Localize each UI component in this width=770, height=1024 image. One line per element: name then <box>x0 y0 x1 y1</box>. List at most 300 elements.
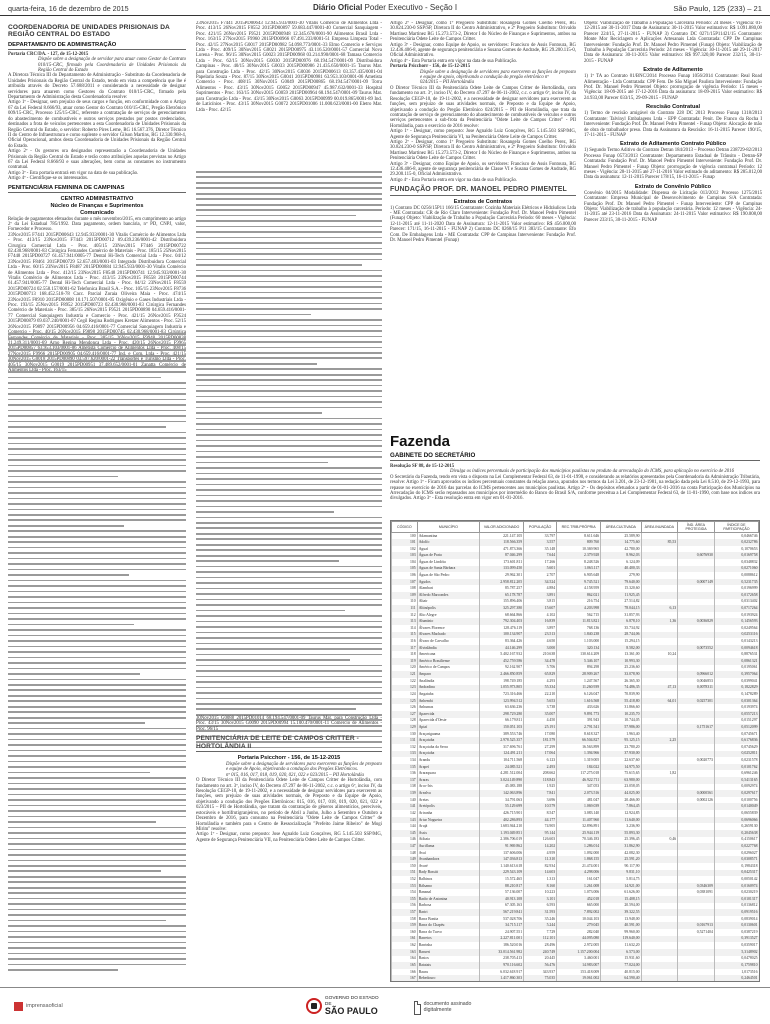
text-line <box>8 541 186 543</box>
table-cell: 186.520.016 <box>480 942 524 949</box>
table-cell <box>641 929 678 936</box>
table-cell: 0,46 <box>641 837 678 844</box>
table-cell: 0,0861321 <box>714 658 758 665</box>
table-cell: Barbosa <box>417 903 479 910</box>
text-line <box>196 275 382 277</box>
table-header-cell: ÍNDICE DE PARTICIPAÇÃO <box>714 522 758 533</box>
table-cell: 0,0160974 <box>714 883 758 890</box>
table-cell: 142.063.896 <box>480 790 524 797</box>
table-cell: 0,0020773 <box>678 757 715 764</box>
table-cell: Águas de Santa Bárbara <box>417 566 479 573</box>
col3-extratos: Extratos de Contratos <box>453 198 513 205</box>
fazenda-resolucao: Resolução SF 88, de 15-12-2015 <box>390 464 455 469</box>
table-cell: 0,0007149 <box>678 579 715 586</box>
table-cell <box>678 533 715 540</box>
text-line <box>196 593 382 595</box>
text-line <box>196 176 382 178</box>
text-line <box>8 404 186 406</box>
text-line <box>196 396 382 398</box>
table-cell: 90.117,90 <box>601 863 641 870</box>
table-cell: 100.134.907 <box>480 632 524 639</box>
table-cell <box>678 916 715 923</box>
table-cell: 5.402.167.932 <box>480 651 524 658</box>
col1-dept: DEPARTAMENTO DE ADMINISTRAÇÃO <box>8 42 186 50</box>
col3-art3b: Artigo 3º - Designar, como Equipe de Apoio, os servidores: Francisco de Assis Fontoura, RG 12.436.406-8, agente de segurança penitenciária de Classe VI e Susana Gomes de Andrade, RG 29.200.115-0, Oficial Administrativo. <box>390 161 576 178</box>
text-line <box>8 635 186 637</box>
text-line <box>8 415 186 417</box>
table-row <box>392 883 759 890</box>
text-line <box>196 517 382 519</box>
table-cell: 4.158.959 <box>557 585 601 592</box>
table-cell <box>641 744 678 751</box>
table-cell: 42.082,30 <box>601 850 641 857</box>
table-cell: Atibaia <box>417 837 479 844</box>
table-cell <box>678 863 715 870</box>
table-row <box>392 975 759 982</box>
text-line <box>196 226 382 228</box>
table-cell <box>678 962 715 969</box>
table-cell: 11.310 <box>524 856 557 863</box>
table-cell: 150 <box>392 863 418 870</box>
table-cell: 279,90 <box>601 572 641 579</box>
table-cell: 792.304.403 <box>480 618 524 625</box>
col1-portaria-summary: Dispõe sobre a designação de servidor para atuar como Gestor do Contrato 010/15-CRC, firmado pela Coordenadoria de Unidades Prisionais da Região Central do Estado <box>38 57 186 74</box>
table-cell: 152 <box>392 876 418 883</box>
table-cell: 12.924,85 <box>601 810 641 817</box>
table-row <box>392 618 759 625</box>
table-row <box>392 790 759 797</box>
table-cell: Avaí <box>417 850 479 857</box>
table-cell: Bebedouro <box>417 975 479 982</box>
table-cell: 0,0169758 <box>714 552 758 559</box>
table-row <box>392 546 759 553</box>
table-cell <box>641 876 678 883</box>
table-cell: Alumínio <box>417 618 479 625</box>
text-line <box>8 838 186 840</box>
table-cell: 31.862,90 <box>601 843 641 850</box>
table-row <box>392 969 759 976</box>
table-cell: Angatuba <box>417 691 479 698</box>
table-row <box>392 823 759 830</box>
text-line <box>196 379 382 381</box>
text-line <box>196 423 382 425</box>
table-cell: 0,0745629 <box>714 744 758 751</box>
table-cell: 210.638 <box>524 651 557 658</box>
table-row <box>392 922 759 929</box>
table-cell: 2.972.005 <box>557 942 601 949</box>
table-cell: 2.958.812.205 <box>480 579 524 586</box>
fazenda-gabinete: GABINETE DO SECRETÁRIO <box>390 452 760 461</box>
table-cell: 567.219.841 <box>480 909 524 916</box>
col3-art1: Artigo 1º - Designar, como preposto: Jose Agnaldo Luiz Gonçalves, RG 5.145.503 SSP/MG, Agente de Segurança Penitenciária VI, na Penitenciária Odete Leite de Campos Critter. <box>390 129 576 140</box>
table-cell: 65.178.787 <box>480 592 524 599</box>
table-cell: 10.993,30 <box>601 658 641 665</box>
text-line <box>8 536 186 538</box>
col1-body4: Artigo 3º - Esta portaria entrará em vigor na data de sua publicação. <box>8 170 139 176</box>
table-cell: 665.000 <box>557 903 601 910</box>
table-cell: 34.715.117 <box>480 922 524 929</box>
table-cell: 46.922.711 <box>557 777 601 784</box>
text-line <box>196 281 382 283</box>
table-cell: 0,0249564 <box>714 625 758 632</box>
table-cell: Alfredo Marcondes <box>417 592 479 599</box>
table-row <box>392 685 759 692</box>
icms-table-header <box>392 522 759 533</box>
table-cell: 0,0231578 <box>714 757 758 764</box>
table-cell: 123.994.512 <box>480 698 524 705</box>
text-line <box>8 393 186 395</box>
table-row <box>392 870 759 877</box>
text-line <box>8 810 186 812</box>
table-cell: 1.286.014 <box>557 843 601 850</box>
text-line <box>196 390 382 392</box>
table-cell: 0,5231735 <box>714 579 758 586</box>
table-cell: 87.046.299 <box>480 552 524 559</box>
text-line <box>8 657 186 659</box>
table-row <box>392 777 759 784</box>
table-cell <box>641 889 678 896</box>
table-cell: 471.873.366 <box>480 546 524 553</box>
table-cell: 35.246 <box>524 916 557 923</box>
col3-art2: Artigo 2º - Designar, como 1º Pregoeiro Substituto: Rosangela Gomes Coelho Perez, RG 30.824.230-0 SSP/SP, Diretora II do Centro Administrativo, e 2º Pregoeiro Substituto: Orivaldo Martinez Martinez RG 15.273.573-2, Diretor I do Núcleo de Finanças e Suprimentos, ambos na Penitenciária Odete Leite de Campos Critter. <box>390 139 576 162</box>
text-line <box>8 788 186 790</box>
table-cell <box>641 757 678 764</box>
table-cell: 75.615,65 <box>601 770 641 777</box>
table-cell <box>641 645 678 652</box>
table-cell <box>641 975 678 982</box>
text-line <box>8 881 186 883</box>
col4-adit2: 1) Segundo Termo Aditivo do Contrato Detran 184/2013 – Processo Detran 238729-82/2013 Processo Funap 0573/2013 Contratante: Departamento Estadual de Trânsito - Detran-SP Contratada: Fundação Prof. Dr. Manoel Pedro Pimentel Interveniente: Fundação Prof. Dr. Manoel Pedro Pimentel - Funap Objeto: prorrogação de vigência contratual Período: 12 meses - Vigência: 28-11-2015 até 27-11-2016 Valor estimado do aditamento: R$ 285.012,00 Data da assinatura: 12-11-2015 Parecer 178/15, 16-11-2015 - Funap <box>584 148 762 181</box>
table-cell: 22.210 <box>524 691 557 698</box>
table-cell <box>641 718 678 725</box>
col2-ledger-b: 30Nov2015 G0088 2015PD01014 68.194.547/0001-09 Taurus Mat. para Construção Ltda - Proc. 43/15 30Nov2015 G0090 2015PD00994 15.100.470/0001-11 Comercio de Alimentos - Proc. 96/15 <box>196 716 382 732</box>
table-cell: 0,0130601 <box>714 922 758 929</box>
icms-table-grid <box>391 521 759 982</box>
table-cell: Aguaí <box>417 546 479 553</box>
table-cell: 119.640,00 <box>601 936 641 943</box>
table-cell: 0,1822829 <box>714 685 758 692</box>
table-row <box>392 665 759 672</box>
text-line <box>196 308 382 310</box>
table-cell: 0,0348832 <box>714 559 758 566</box>
table-cell: 0,3957064 <box>714 671 758 678</box>
table-cell: 1.261.008 <box>557 883 601 890</box>
table-cell: 44.095.080 <box>557 936 601 943</box>
governo-big: SÃO PAULO <box>324 1005 378 1016</box>
text-line <box>196 347 382 349</box>
table-cell: 33.014.561.982 <box>480 949 524 956</box>
table-cell: 216.754 <box>557 599 601 606</box>
text-line <box>196 456 382 458</box>
table-cell: 2.386.706.019 <box>480 837 524 844</box>
table-cell: 0,6176836 <box>714 737 758 744</box>
table-cell: 452.759.586 <box>480 658 524 665</box>
table-cell: Álvares Florence <box>417 625 479 632</box>
table-cell <box>641 704 678 711</box>
col1-comunicado-text: Relação de pagamentos efetuados durante o mês novembro/2015, em cumprimento ao artigo 2º da Lei Estadual 785/1992. Data pagamento, ordem bancária, nº PD, CNPJ, valor, Fornecedor e Processo. <box>8 216 186 233</box>
text-line <box>8 755 186 757</box>
table-cell <box>678 949 715 956</box>
table-cell: Araçoiaba da Serra <box>417 744 479 751</box>
table-cell: 8.611.646 <box>557 533 601 540</box>
table-cell: 481.047 <box>557 797 601 804</box>
table-cell: 0,0252811 <box>714 751 758 758</box>
table-cell: 32.896.891 <box>557 823 601 830</box>
table-cell <box>641 850 678 857</box>
table-cell <box>678 539 715 546</box>
text-line <box>196 621 382 623</box>
table-row <box>392 533 759 540</box>
table-cell: 0,0140049 <box>714 803 758 810</box>
table-cell: 3.083.140 <box>557 810 601 817</box>
table-cell: 4.450 <box>524 718 557 725</box>
text-line <box>196 478 382 480</box>
col1-nucleo: Núcleo de Finanças e Suprimentos <box>50 202 144 209</box>
table-row <box>392 585 759 592</box>
table-cell: 153 <box>392 883 418 890</box>
table-row <box>392 718 759 725</box>
col1-ledger: 23Nov2015 F7441 2015PD00643 12.945.933/0001-30 Vitalis Comércio de Alimentos Ltda - Proc. 413/15 23Nov2015 F7443 2015PD00712 09.439.236/0001-42 Distribuidora Cirurgica Comercial Ltda - Proc. 405/15 23Nov2015 F7446 2015PD00722 02.430.968/0001-83 Cirúrgica Fernandes Comércio de Materiais - Proc. 185/15 25Nov2015 F7448 2015PD00727 61.457.941/0005-77 Dental Hi-Tech Comercial Ltda - Proc. 04/12 23Nov2015 F8461 2015PD00729 52.657.483/0001-03 Integrado Distribuidora Comercial Ltda - Proc. 60/15 23Nov2015 F8487 2015PD00884 12.945.933/0001-30 Vitalis Comércio de Alimentos Ltda - Proc. 412/15 23Nov2015 F8548 2015PD00741 12.945.933/0001-30 Vitalis Comércio de Alimentos Ltda - Proc. 413/15 23Nov2015 F8558 2015PD00744 61.457.941/0005-77 Dental Hi-Tech Comercial Ltda - Proc. 04/12 23Nov2015 F8559 2015PD00724 02.558.157/0001-62 Telefonica Brasil S.A. - Proc. 105/15 23Nov2015 F8736 2015PD00713 168.452.518-78 Cacc. Parcial Zoraia Oliveira Maia - Proc. 474/15 23Nov2015 F8910 2015PD00808 10.171.507/0001-05 Oxigênio e Gases Industriais Ltda - Proc. 193/15 25Nov2015 F8952 2015PD00723 02.430.968/0001-83 Cirúrgica Fernandes Comércio de Materiais - Proc. 385/15 26Nov2015 F9521 2015PD00890 04.659.416/0001-77 Comercial Sanquiagem Industria e Comercio - Proc. 421/15 26Nov2015 F9524 2015PD00879 69.037.240/0001-07 Cegil Regina Rodrigues Kretzer Alimentos - Proc. 52/15 26Nov2015 F9897 2015PD00956 04.659.416/0001-77 Comercial Sanquiagem Industria e <box>8 232 186 330</box>
table-cell: 128.476.119 <box>480 625 524 632</box>
table-cell: 433.626 <box>557 704 601 711</box>
table-row <box>392 559 759 566</box>
text-line <box>8 860 186 862</box>
table-cell: Americana <box>417 651 479 658</box>
document-icon <box>414 1001 421 1015</box>
text-line <box>196 489 382 491</box>
table-cell: 0,0050142 <box>714 876 758 883</box>
table-cell <box>641 956 678 963</box>
journal-name: Diário Oficial <box>312 3 363 12</box>
table-row <box>392 751 759 758</box>
table-cell <box>641 916 678 923</box>
table-cell: 157 <box>392 909 418 916</box>
table-cell <box>641 552 678 559</box>
table-cell: 20.466,00 <box>601 797 641 804</box>
text-line <box>196 522 382 524</box>
table-cell: 0,8876531 <box>714 651 758 658</box>
table-cell: 1,82 <box>641 770 678 777</box>
text-line <box>196 325 382 327</box>
table-cell: 11.260.939 <box>557 685 601 692</box>
table-cell: 0,0143213 <box>714 638 758 645</box>
table-cell: 26.365,30 <box>601 678 641 685</box>
text-line <box>8 591 186 593</box>
table-cell: 0,0230219 <box>714 889 758 896</box>
table-cell: 3.738 <box>524 704 557 711</box>
table-cell: 3.236,90 <box>601 823 641 830</box>
table-cell: 0,0301364 <box>714 698 758 705</box>
table-cell: 3.000 <box>524 645 557 652</box>
text-line <box>8 459 186 461</box>
table-cell: Adamantina <box>417 533 479 540</box>
table-cell: 0,0227768 <box>714 843 758 850</box>
table-cell: 3.815 <box>524 599 557 606</box>
text-line <box>196 253 382 255</box>
table-cell: 118.566.359 <box>480 539 524 546</box>
table-cell: 2.978.525.357 <box>480 737 524 744</box>
table-cell: 0,0100756 <box>714 797 758 804</box>
text-line <box>196 385 382 387</box>
table-cell: 8.618.327 <box>557 731 601 738</box>
table-cell: 4.281.512.004 <box>480 770 524 777</box>
table-cell: 70.839,90 <box>601 691 641 698</box>
text-line <box>8 700 186 702</box>
table-cell <box>678 823 715 830</box>
table-cell: 95.144 <box>524 830 557 837</box>
table-cell: 104 <box>392 559 418 566</box>
text-line <box>196 670 382 672</box>
text-line <box>196 193 382 195</box>
table-cell: 0,0000561 <box>678 790 715 797</box>
table-row <box>392 638 759 645</box>
text-line <box>8 876 186 878</box>
table-cell <box>678 632 715 639</box>
table-cell: 33.078,90 <box>601 671 641 678</box>
table-cell: 7.729 <box>524 929 557 936</box>
table-cell: 160 <box>392 929 418 936</box>
table-cell: 3.101 <box>524 896 557 903</box>
text-line <box>8 865 186 867</box>
text-line <box>196 445 382 447</box>
table-cell: Bauru <box>417 969 479 976</box>
table-cell <box>678 651 715 658</box>
table-cell <box>641 810 678 817</box>
table-cell: Bálsamo <box>417 883 479 890</box>
table-cell: 347.053 <box>557 784 601 791</box>
text-line <box>196 555 382 557</box>
text-line <box>196 292 382 294</box>
table-cell: 181.579 <box>524 737 557 744</box>
table-cell: 2.227.811.001 <box>480 936 524 943</box>
table-cell: 6.573,00 <box>601 949 641 956</box>
table-cell: 77.024,00 <box>601 962 641 969</box>
table-cell: 13.361,00 <box>601 651 641 658</box>
table-cell <box>641 797 678 804</box>
table-cell <box>641 678 678 685</box>
table-cell: 99.960,00 <box>601 929 641 936</box>
table-row <box>392 837 759 844</box>
table-cell: 63.636.236 <box>480 704 524 711</box>
table-row <box>392 856 759 863</box>
table-cell <box>641 909 678 916</box>
table-cell: 103 <box>392 552 418 559</box>
table-cell: 0,0696066 <box>714 817 758 824</box>
table-cell: 25.191 <box>524 724 557 731</box>
table-cell: 0,0387219 <box>714 929 758 936</box>
table-cell: Alto Alegre <box>417 612 479 619</box>
table-cell: 0,0399041 <box>714 678 758 685</box>
col4-extrato-adit: Extrato de Aditamento Contrato Público <box>619 141 727 148</box>
table-cell: 56.476 <box>524 962 557 969</box>
table-cell: 3.696 <box>524 797 557 804</box>
table-cell: Arco-Íris <box>417 784 479 791</box>
text-line <box>196 687 382 689</box>
text-line <box>196 259 382 261</box>
col3-intro: Artigo 2º - Designar, como 1º Pregoeiro Substituto: Rosangela Gomes Coelho Perez, RG 30.824.230-0 SSP/SP, Diretora II do Centro Administrativo, e 2º Pregoeiro Substituto: Orivaldo Martinez Martinez RG 15.273.573-2, Diretor I do Núcleo de Finanças e Suprimentos, ambos na Penitenciária Odete Leite de Campos Critter. <box>390 21 576 43</box>
table-cell: 3.557 <box>524 539 557 546</box>
table-cell: 2.791.541 <box>557 724 601 731</box>
table-cell: 111 <box>392 605 418 612</box>
table-cell: 155.896.406 <box>480 599 524 606</box>
table-cell: 126.603 <box>524 837 557 844</box>
table-cell: 164 <box>392 956 418 963</box>
table-cell: 1.103.000 <box>557 638 601 645</box>
table-cell: 154 <box>392 889 418 896</box>
table-cell: 64.590,40 <box>601 975 641 982</box>
table-cell: 165 <box>392 962 418 969</box>
table-cell: 128 <box>392 718 418 725</box>
table-cell: 66.179.811 <box>480 718 524 725</box>
table-cell: 34.524 <box>524 579 557 586</box>
table-cell: 79.640,00 <box>601 579 641 586</box>
table-cell <box>678 803 715 810</box>
text-line <box>196 495 382 497</box>
table-cell: 0,0101317 <box>714 896 758 903</box>
text-line <box>8 662 186 664</box>
table-cell: 8.547 <box>524 810 557 817</box>
text-line <box>8 750 186 752</box>
text-line <box>8 399 186 401</box>
table-cell: 10.369.965 <box>557 546 601 553</box>
table-row <box>392 731 759 738</box>
text-line <box>196 401 382 403</box>
col1-text-lines <box>8 333 186 981</box>
table-cell: 55.129.699 <box>480 803 524 810</box>
table-cell: 1.140.613.618 <box>480 863 524 870</box>
text-line <box>8 629 186 631</box>
text-line <box>196 264 362 266</box>
table-cell: 0,0655839 <box>714 810 758 817</box>
table-row <box>392 658 759 665</box>
table-cell: 0,0557213 <box>714 711 758 718</box>
table-cell: 0,0466746 <box>714 533 758 540</box>
table-cell: 14.983.007 <box>557 962 601 969</box>
text-line <box>8 892 186 894</box>
table-cell: Auriflama <box>417 843 479 850</box>
text-line <box>8 914 186 916</box>
fazenda-body: O Secretário da Fazenda, tendo em vista o disposto na Lei Complementar Federal 63, de 11-01-1990, e considerando as relatórios apresentados pela Coordenadoria da Administração Tributária, resolve: Artigo 1º - Ficam aprovados os índices percentuais constantes da relação anexa, apurados nos termos da Lei 3.201, de 23-12-1981, na redação dada pela Lei 8.510, de 29-12-1993, para repasse no exercício de 2016 das parcelas do ICMS pertencentes aos municípios paulistas. Artigo 2º - Os depósitos efetuados a partir de 01-01-2016 na conta Participação dos Municípios na Arrecadação do ICMS serão repassados aos municípios por intermédio do Banco do Brasil S/A, conforme preceitua a Lei Complementar Federal 63, de 11-01-1990, com base nos índices ora divulgados. Artigo 3º - Esta resolução entra em vigor em 01-01-2016. <box>390 474 761 502</box>
table-cell: 151 <box>392 870 418 877</box>
text-line <box>196 297 382 299</box>
text-line <box>8 547 186 549</box>
table-cell: Arandu <box>417 757 479 764</box>
table-cell <box>678 830 715 837</box>
text-line <box>8 689 186 691</box>
table-cell: 862.021 <box>557 592 601 599</box>
table-cell: 143 <box>392 817 418 824</box>
table-cell: 970.116.602 <box>480 962 524 969</box>
table-cell: 14.975,50 <box>601 764 641 771</box>
table-cell: 1,36 <box>641 618 678 625</box>
text-line <box>196 527 382 529</box>
table-cell: 4.293 <box>524 678 557 685</box>
table-cell: Assis <box>417 830 479 837</box>
table-row <box>392 863 759 870</box>
table-cell: 6.124,09 <box>601 559 641 566</box>
table-cell: 2.466.850.859 <box>480 671 524 678</box>
table-row <box>392 896 759 903</box>
table-cell: 1.319.005 <box>557 757 601 764</box>
text-line <box>196 654 382 656</box>
col1-penitenciaria: PENITENCIÁRIA FEMININA DE CAMPINAS <box>8 185 186 193</box>
imprensa-logo-icon <box>14 1002 23 1011</box>
col4-text: Objeto: Viabilização de Trabalho à População Carcerária Período: 24 meses - Vigência: 01-12-2015 até 30-11-2017 Data de Assinatura: 30-11-2015 Valor estimativo: R$ 1.091.880,00 Parecer 224/15, 27-11-2015 - FUNAP 3) Contrato DC 0271/15P11421/15 Contratante: Monte Mor Reciclagem e Aplicações Artesanais Ltda Contratada: CPP De Campinas Interveniente: Fundação Prof. Dr. Manoel Pedro Pimentel (Funap) Objeto: Viabilização de Trabalho à População Carcerária Período: 24 meses - Vigência: 30-11-2015 até 29-11-2017 Data de Assinatura: 30-11-2015 Valor estimativo: R$ 997.320,00 Parecer 232/15, 30-11-2015 - FUNAP <box>584 21 762 64</box>
table-cell: 0,0002126 <box>678 797 715 804</box>
table-cell: 37.930,00 <box>601 751 641 758</box>
table-cell: Barueri <box>417 949 479 956</box>
text-line <box>8 925 186 927</box>
